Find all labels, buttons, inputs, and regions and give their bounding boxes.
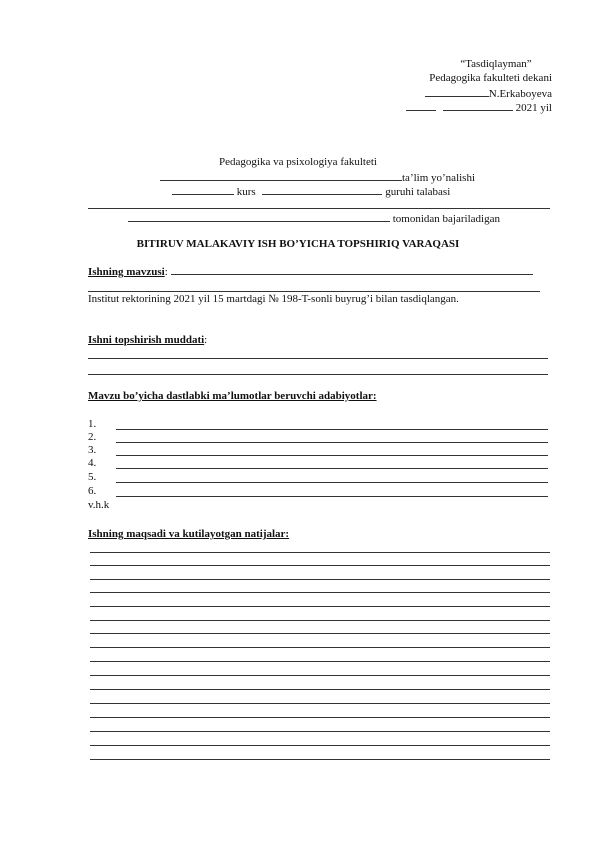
course-word: kurs [236,186,256,198]
direction-suffix: ta’lim yo’nalishi [402,172,476,184]
goals-line-1[interactable] [90,552,550,553]
goals-line-16[interactable] [90,759,550,760]
goals-line-5[interactable] [90,606,550,607]
deadline-heading [88,334,207,347]
goals-line-2[interactable] [90,565,550,566]
faculty-name: Pedagogika va psixologiya fakulteti [219,156,377,168]
goals-line-13[interactable] [90,717,550,718]
literature-number: 1. [88,418,97,430]
goals-line-11[interactable] [90,689,550,690]
goals-line-15[interactable] [90,745,550,746]
literature-heading: Mavzu bo’yicha dastlabki ma’lumotlar beruvchi adabiyotlar: [88,390,377,402]
topic-colon: : [164,266,168,278]
approval-name: N.Erkaboyeva [488,88,552,100]
literature-line-3[interactable] [116,455,548,456]
literature-number: 6. [88,485,97,497]
goals-line-12[interactable] [90,703,550,704]
deadline-line-1[interactable] [88,358,548,359]
deadline-label: Ishni topshirish muddati [88,334,205,346]
goals-line-4[interactable] [90,592,550,593]
literature-line-2[interactable] [116,442,548,443]
literature-etc: v.h.k [88,499,110,511]
approval-signature-line [380,86,552,101]
performed-by-text: tomonidan bajariladigan [392,213,500,225]
topic-line [88,264,533,279]
day-blank[interactable] [406,100,436,111]
month-blank[interactable] [443,100,513,111]
approval-date-line [380,100,552,115]
student-blank[interactable] [128,211,390,222]
goals-line-8[interactable] [90,647,550,648]
goals-line-9[interactable] [90,661,550,662]
deadline-line-2[interactable] [88,374,548,375]
approval-position: Pedagogika fakulteti dekani [429,72,552,84]
literature-number: 3. [88,444,97,456]
direction-line [160,170,475,185]
literature-line-1[interactable] [116,429,548,430]
topic-label: Ishning mavzusi [88,266,165,278]
literature-number: 4. [88,457,97,469]
literature-number: 2. [88,431,97,443]
approval-title: “Tasdiqlayman” [460,58,532,70]
approval-year: 2021 yil [515,102,552,114]
literature-number: 5. [88,471,97,483]
group-blank[interactable] [262,184,382,195]
topic-blank[interactable] [171,264,533,275]
direction-blank[interactable] [160,170,402,181]
deadline-colon: : [204,334,208,346]
course-group-line [172,184,450,199]
goals-line-6[interactable] [90,620,550,621]
goals-heading: Ishning maqsadi va kutilayotgan natijalar: [88,528,290,540]
topic-approval-note: Institut rektorining 2021 yil 15 martdagi № 198-T-sonli buyrug’i bilan tasdiqlangan. [88,293,459,305]
topic-line-2[interactable] [88,291,540,292]
literature-line-4[interactable] [116,468,548,469]
group-suffix: guruhi talabasi [385,186,451,198]
course-blank[interactable] [172,184,234,195]
literature-line-6[interactable] [116,496,548,497]
goals-line-7[interactable] [90,633,550,634]
signature-blank[interactable] [425,86,489,97]
document-title: BITIRUV MALAKAVIY ISH BO’YICHA TOPSHIRIQ VARAQASI [136,238,460,250]
goals-line-10[interactable] [90,675,550,676]
literature-line-5[interactable] [116,482,548,483]
student-name-line[interactable] [88,208,550,209]
goals-line-14[interactable] [90,731,550,732]
performed-by-line [128,211,500,226]
goals-line-3[interactable] [90,579,550,580]
